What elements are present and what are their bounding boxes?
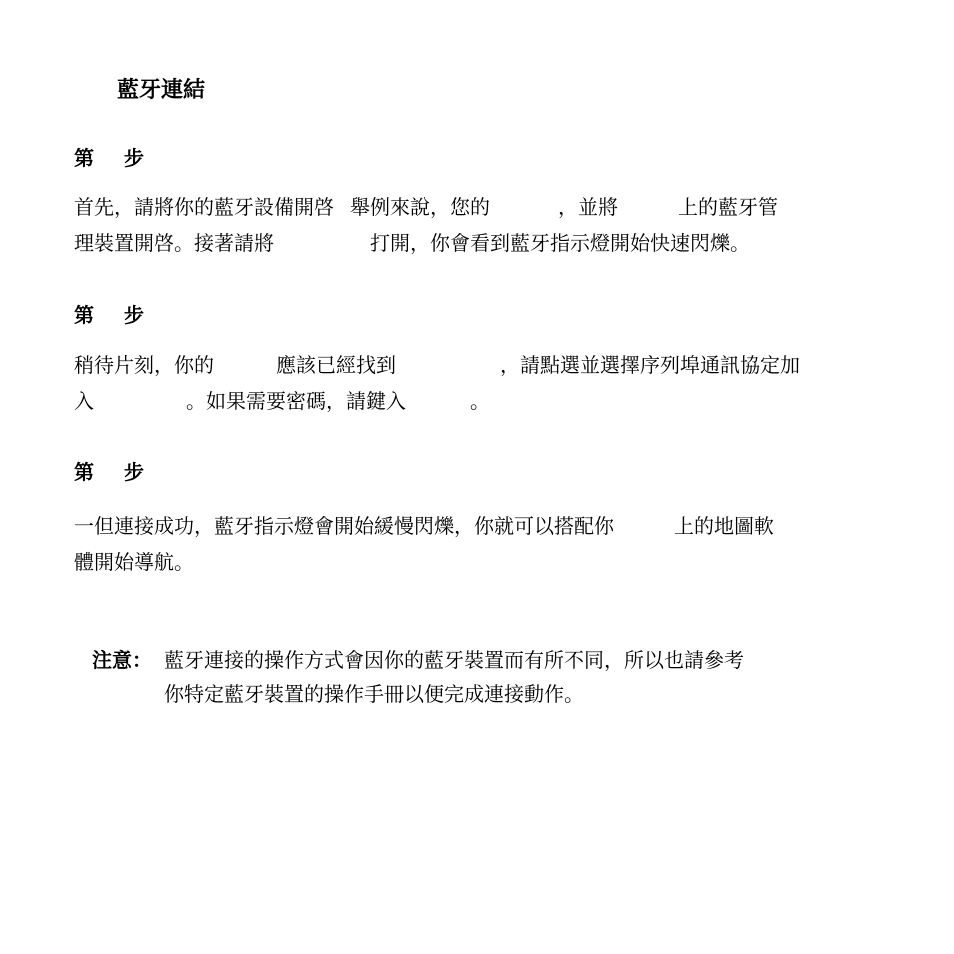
step-1-heading	[74, 144, 144, 172]
step-2-text-segment: 應該已經找到	[276, 353, 396, 377]
step-3-line-2	[74, 544, 884, 580]
step-1-text	[74, 189, 884, 261]
note-text-line-1: 藍牙連接的操作方式會因你的藍牙裝置而有所不同，所以也請參考	[164, 648, 744, 672]
note-label: 注意：	[92, 648, 152, 672]
step-1-text-segment: 打開，你會看到藍牙指示燈開始快速閃爍。	[370, 231, 750, 255]
step-1-text-segment: 理裝置開啓。接著請將	[74, 231, 274, 255]
step-3-heading-suffix: 步	[124, 460, 144, 484]
step-3-heading	[74, 458, 144, 486]
step-2-line-1	[74, 347, 884, 383]
step-1-text-segment: 上的藍牙管	[678, 195, 778, 219]
step-3-text-segment: 上的地圖軟	[674, 514, 774, 538]
step-2-text-segment: ，請點選並選擇序列埠通訊協定加	[500, 353, 800, 377]
step-3-heading-prefix: 第	[74, 460, 94, 484]
step-3-text-segment: 體開始導航。	[74, 550, 194, 574]
step-2-text-segment: 稍待片刻，你的	[74, 353, 214, 377]
step-2-heading-suffix: 步	[124, 303, 144, 327]
step-1-line-1	[74, 189, 884, 225]
step-2-heading	[74, 301, 144, 329]
step-2-text	[74, 347, 884, 419]
note-text-line-2: 你特定藍牙裝置的操作手冊以便完成連接動作。	[164, 682, 584, 706]
step-1-text-segment: 首先，請將你的藍牙設備開啓	[74, 195, 334, 219]
step-2-heading-prefix: 第	[74, 303, 94, 327]
step-1-heading-suffix: 步	[124, 146, 144, 170]
step-1-line-2	[74, 225, 884, 261]
step-3-text-segment: 一但連接成功，藍牙指示燈會開始緩慢閃爍，你就可以搭配你	[74, 514, 614, 538]
step-2-text-segment: 。	[470, 389, 490, 413]
step-1-heading-prefix: 第	[74, 146, 94, 170]
step-2-text-segment: 入	[74, 389, 94, 413]
step-1-text-segment: ，並將	[558, 195, 618, 219]
step-3-line-1	[74, 508, 884, 544]
note-block	[92, 643, 744, 711]
step-2-text-segment: 。如果需要密碼，請鍵入	[186, 389, 406, 413]
page-title: 藍牙連結	[117, 78, 206, 103]
step-3-text	[74, 508, 884, 580]
step-2-line-2	[74, 383, 884, 419]
step-1-text-segment: 舉例來說，您的	[350, 195, 490, 219]
